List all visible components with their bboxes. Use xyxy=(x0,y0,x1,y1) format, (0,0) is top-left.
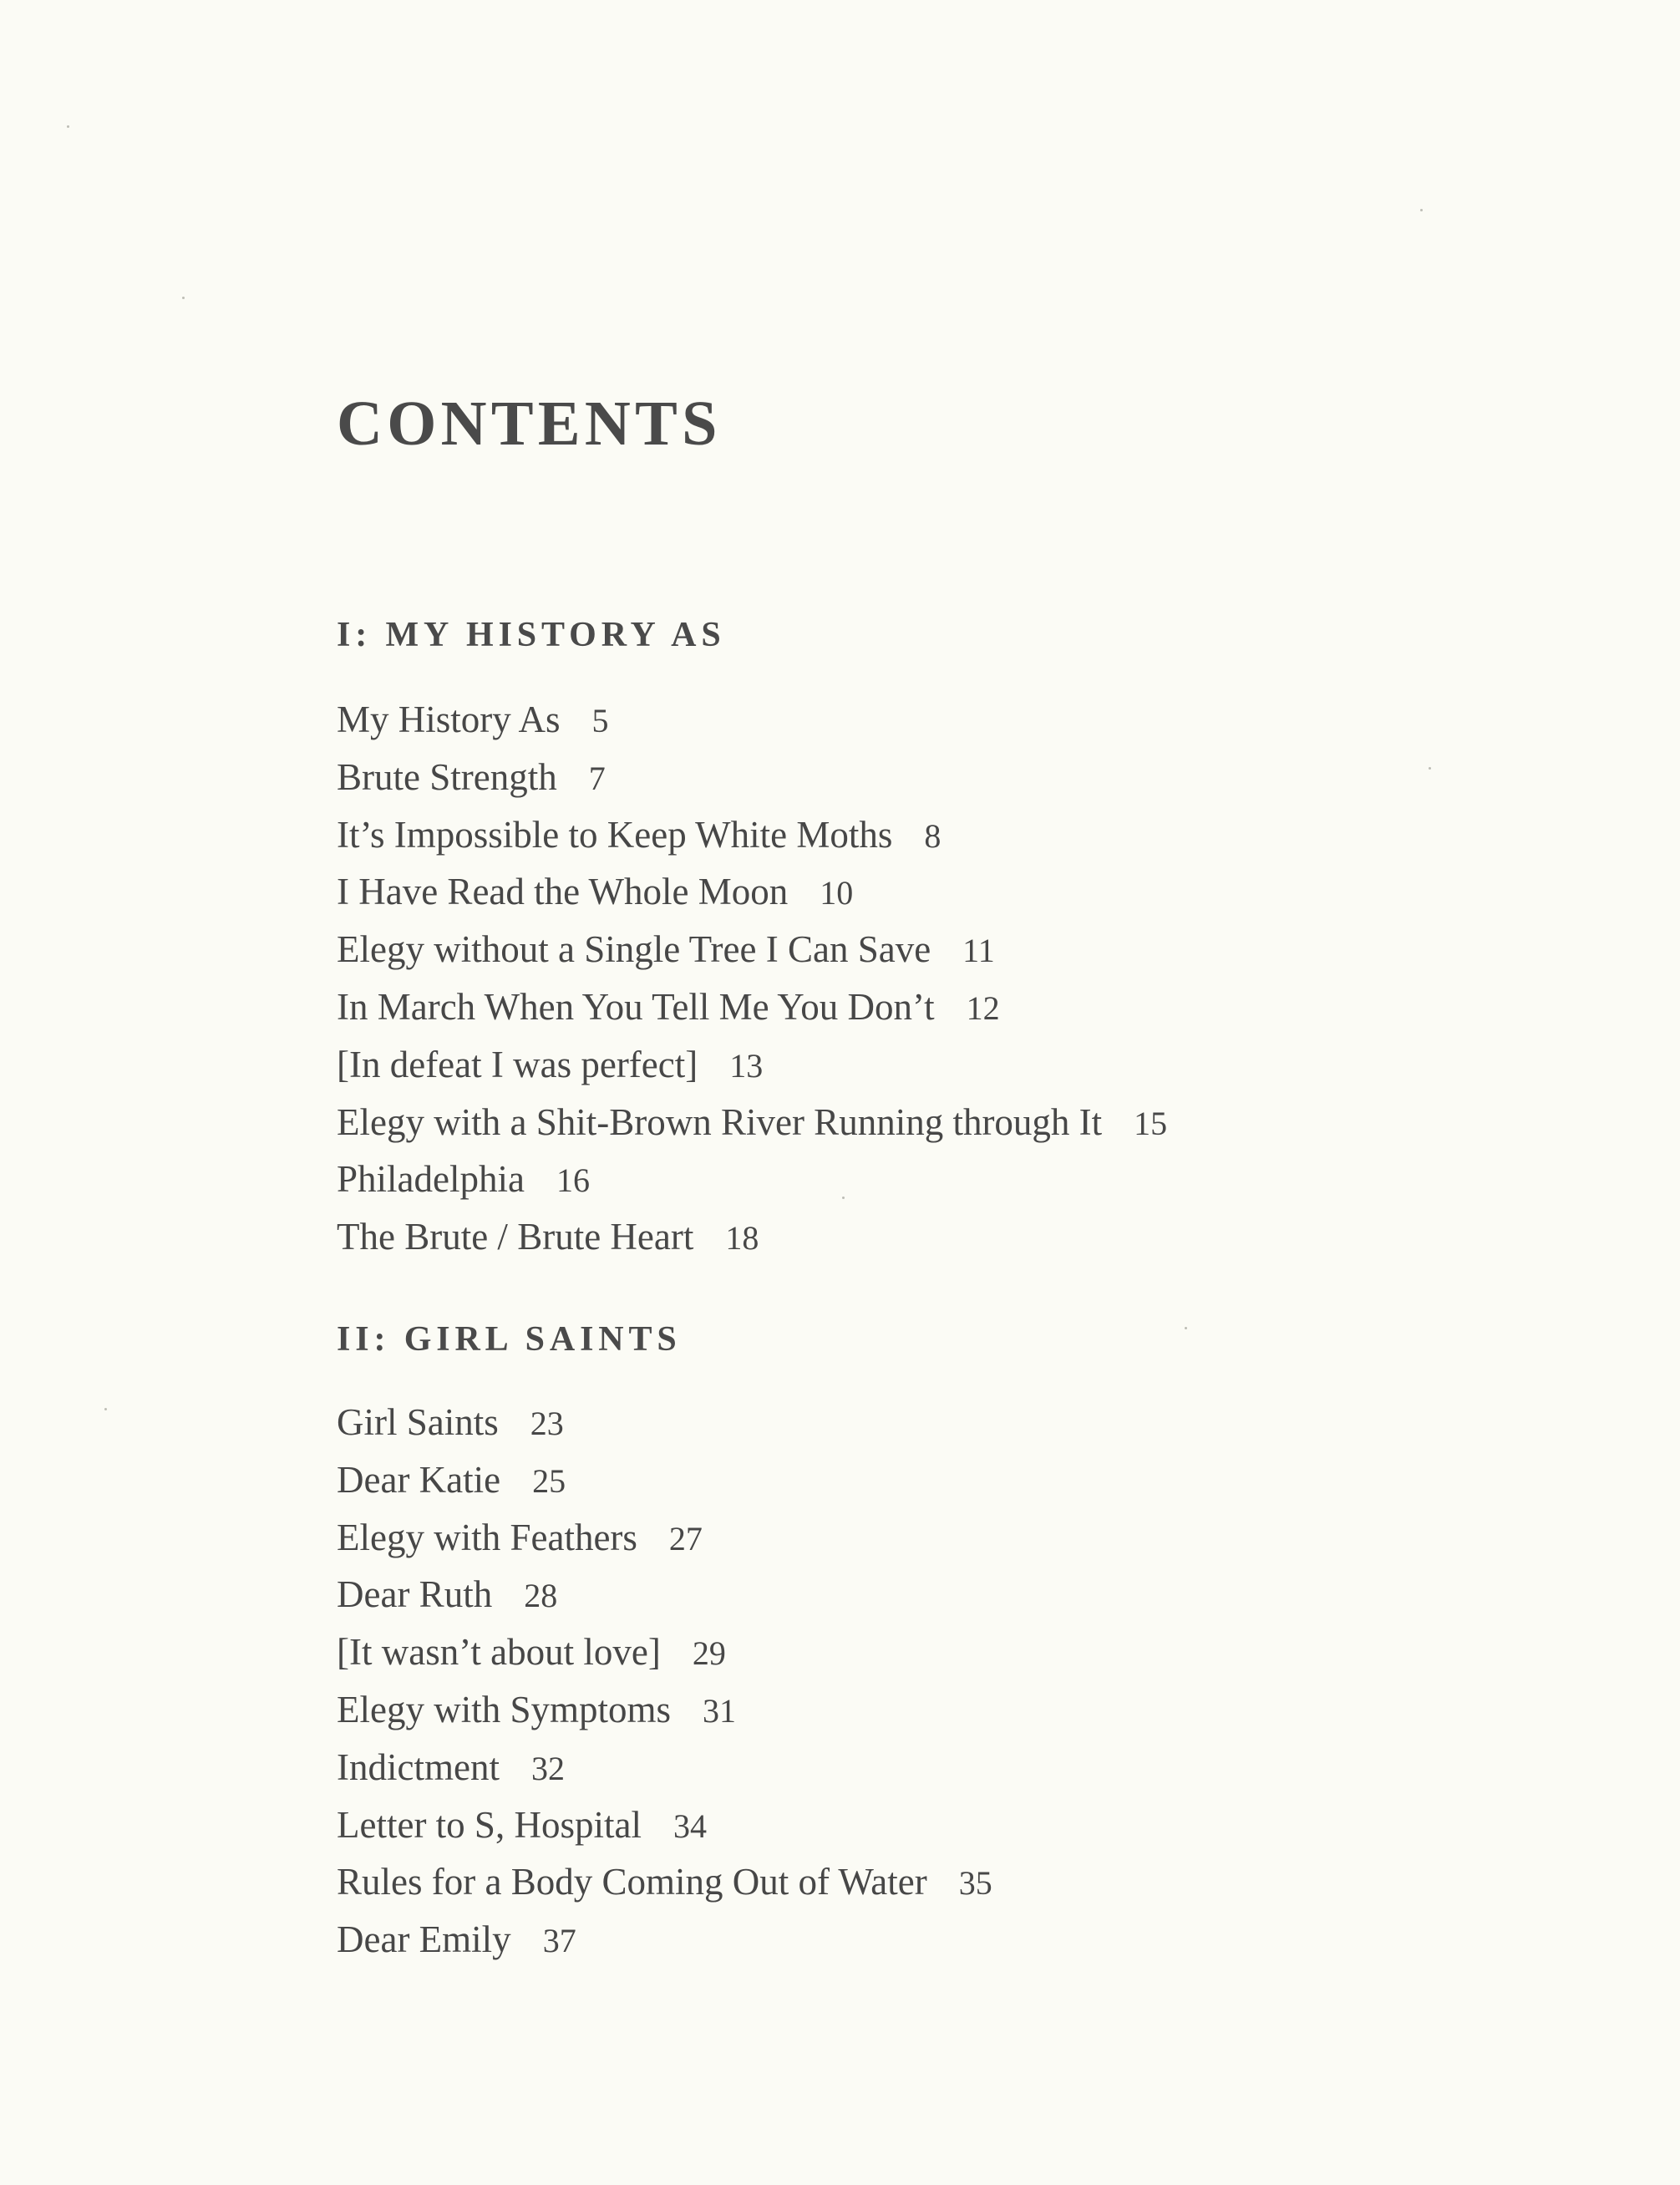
toc-entry[interactable] xyxy=(337,1682,992,1740)
entry-title: Elegy without a Single Tree I Can Save xyxy=(337,928,931,971)
entry-title: Elegy with Feathers xyxy=(337,1516,637,1558)
toc-entry[interactable] xyxy=(337,1740,992,1797)
entry-page: 35 xyxy=(958,1864,992,1903)
entry-title: Indictment xyxy=(337,1745,500,1788)
toc-entry[interactable] xyxy=(337,1095,1167,1152)
toc-entry[interactable] xyxy=(337,1452,992,1510)
entry-page: 10 xyxy=(820,874,854,912)
toc-entry[interactable] xyxy=(337,1209,1167,1267)
toc-entry[interactable] xyxy=(337,1624,992,1682)
entry-title: Brute Strength xyxy=(337,755,557,798)
entry-page: 25 xyxy=(532,1461,566,1500)
entry-page: 11 xyxy=(962,932,995,970)
entry-page: 29 xyxy=(692,1634,726,1673)
entry-title: It’s Impossible to Keep White Moths xyxy=(337,813,893,856)
toc-entry[interactable] xyxy=(337,807,1167,865)
entry-page: 34 xyxy=(673,1806,707,1845)
paper-speck xyxy=(1185,1327,1187,1329)
paper-speck xyxy=(1420,209,1423,211)
entry-page: 15 xyxy=(1134,1104,1168,1142)
toc-entry[interactable] xyxy=(337,979,1167,1037)
paper-speck xyxy=(182,297,185,299)
entry-title: Rules for a Body Coming Out of Water xyxy=(337,1861,927,1903)
entry-title: [It wasn’t about love] xyxy=(337,1631,661,1674)
toc-entry[interactable] xyxy=(337,1854,992,1912)
entry-page: 12 xyxy=(966,988,1000,1027)
toc-entry[interactable] xyxy=(337,864,1167,922)
entry-title: Elegy with Symptoms xyxy=(337,1688,672,1730)
paper-speck xyxy=(67,125,69,128)
section-1-entries xyxy=(337,692,1167,1267)
entry-title: My History As xyxy=(337,699,561,740)
entry-title: Girl Saints xyxy=(337,1401,499,1443)
toc-entry[interactable] xyxy=(337,692,1167,750)
entry-page: 27 xyxy=(668,1519,703,1557)
toc-entry[interactable] xyxy=(337,922,1167,979)
entry-title: The Brute / Brute Heart xyxy=(337,1216,694,1258)
entry-page: 8 xyxy=(924,816,942,855)
toc-entry[interactable] xyxy=(337,1395,992,1452)
toc-entry[interactable] xyxy=(337,1037,1167,1095)
entry-title: In March When You Tell Me You Don’t xyxy=(337,985,935,1028)
toc-entry[interactable] xyxy=(337,1151,1167,1209)
toc-entry[interactable] xyxy=(337,1797,992,1855)
section-2-entries xyxy=(337,1395,992,1969)
toc-entry[interactable] xyxy=(337,1567,992,1624)
toc-entry[interactable] xyxy=(337,750,1167,807)
section-heading: II: GIRL SAINTS xyxy=(337,1320,682,1359)
entry-title: Philadelphia xyxy=(337,1158,525,1201)
entry-page: 13 xyxy=(729,1046,764,1085)
entry-title: I Have Read the Whole Moon xyxy=(337,871,789,913)
entry-page: 18 xyxy=(725,1219,759,1258)
entry-page: 31 xyxy=(703,1691,737,1730)
entry-page: 32 xyxy=(530,1749,565,1787)
section-heading: I: MY HISTORY AS xyxy=(337,616,726,654)
paper-speck xyxy=(1429,767,1431,770)
entry-page: 16 xyxy=(556,1161,590,1200)
page-title: CONTENTS xyxy=(337,389,722,459)
entry-page: 5 xyxy=(591,702,609,739)
entry-title: Elegy with a Shit-Brown River Running through It xyxy=(337,1100,1103,1143)
entry-title: Dear Katie xyxy=(337,1458,501,1501)
entry-page: 7 xyxy=(588,759,606,797)
toc-entry[interactable] xyxy=(337,1510,992,1568)
paper-speck xyxy=(104,1408,107,1410)
entry-title: Dear Emily xyxy=(337,1918,511,1961)
entry-title: Letter to S, Hospital xyxy=(337,1803,642,1846)
entry-page: 23 xyxy=(530,1405,564,1442)
entry-page: 37 xyxy=(542,1922,576,1960)
entry-title: Dear Ruth xyxy=(337,1573,493,1616)
toc-entry[interactable] xyxy=(337,1912,992,1969)
entry-page: 28 xyxy=(524,1577,558,1615)
entry-title: [In defeat I was perfect] xyxy=(337,1043,698,1085)
